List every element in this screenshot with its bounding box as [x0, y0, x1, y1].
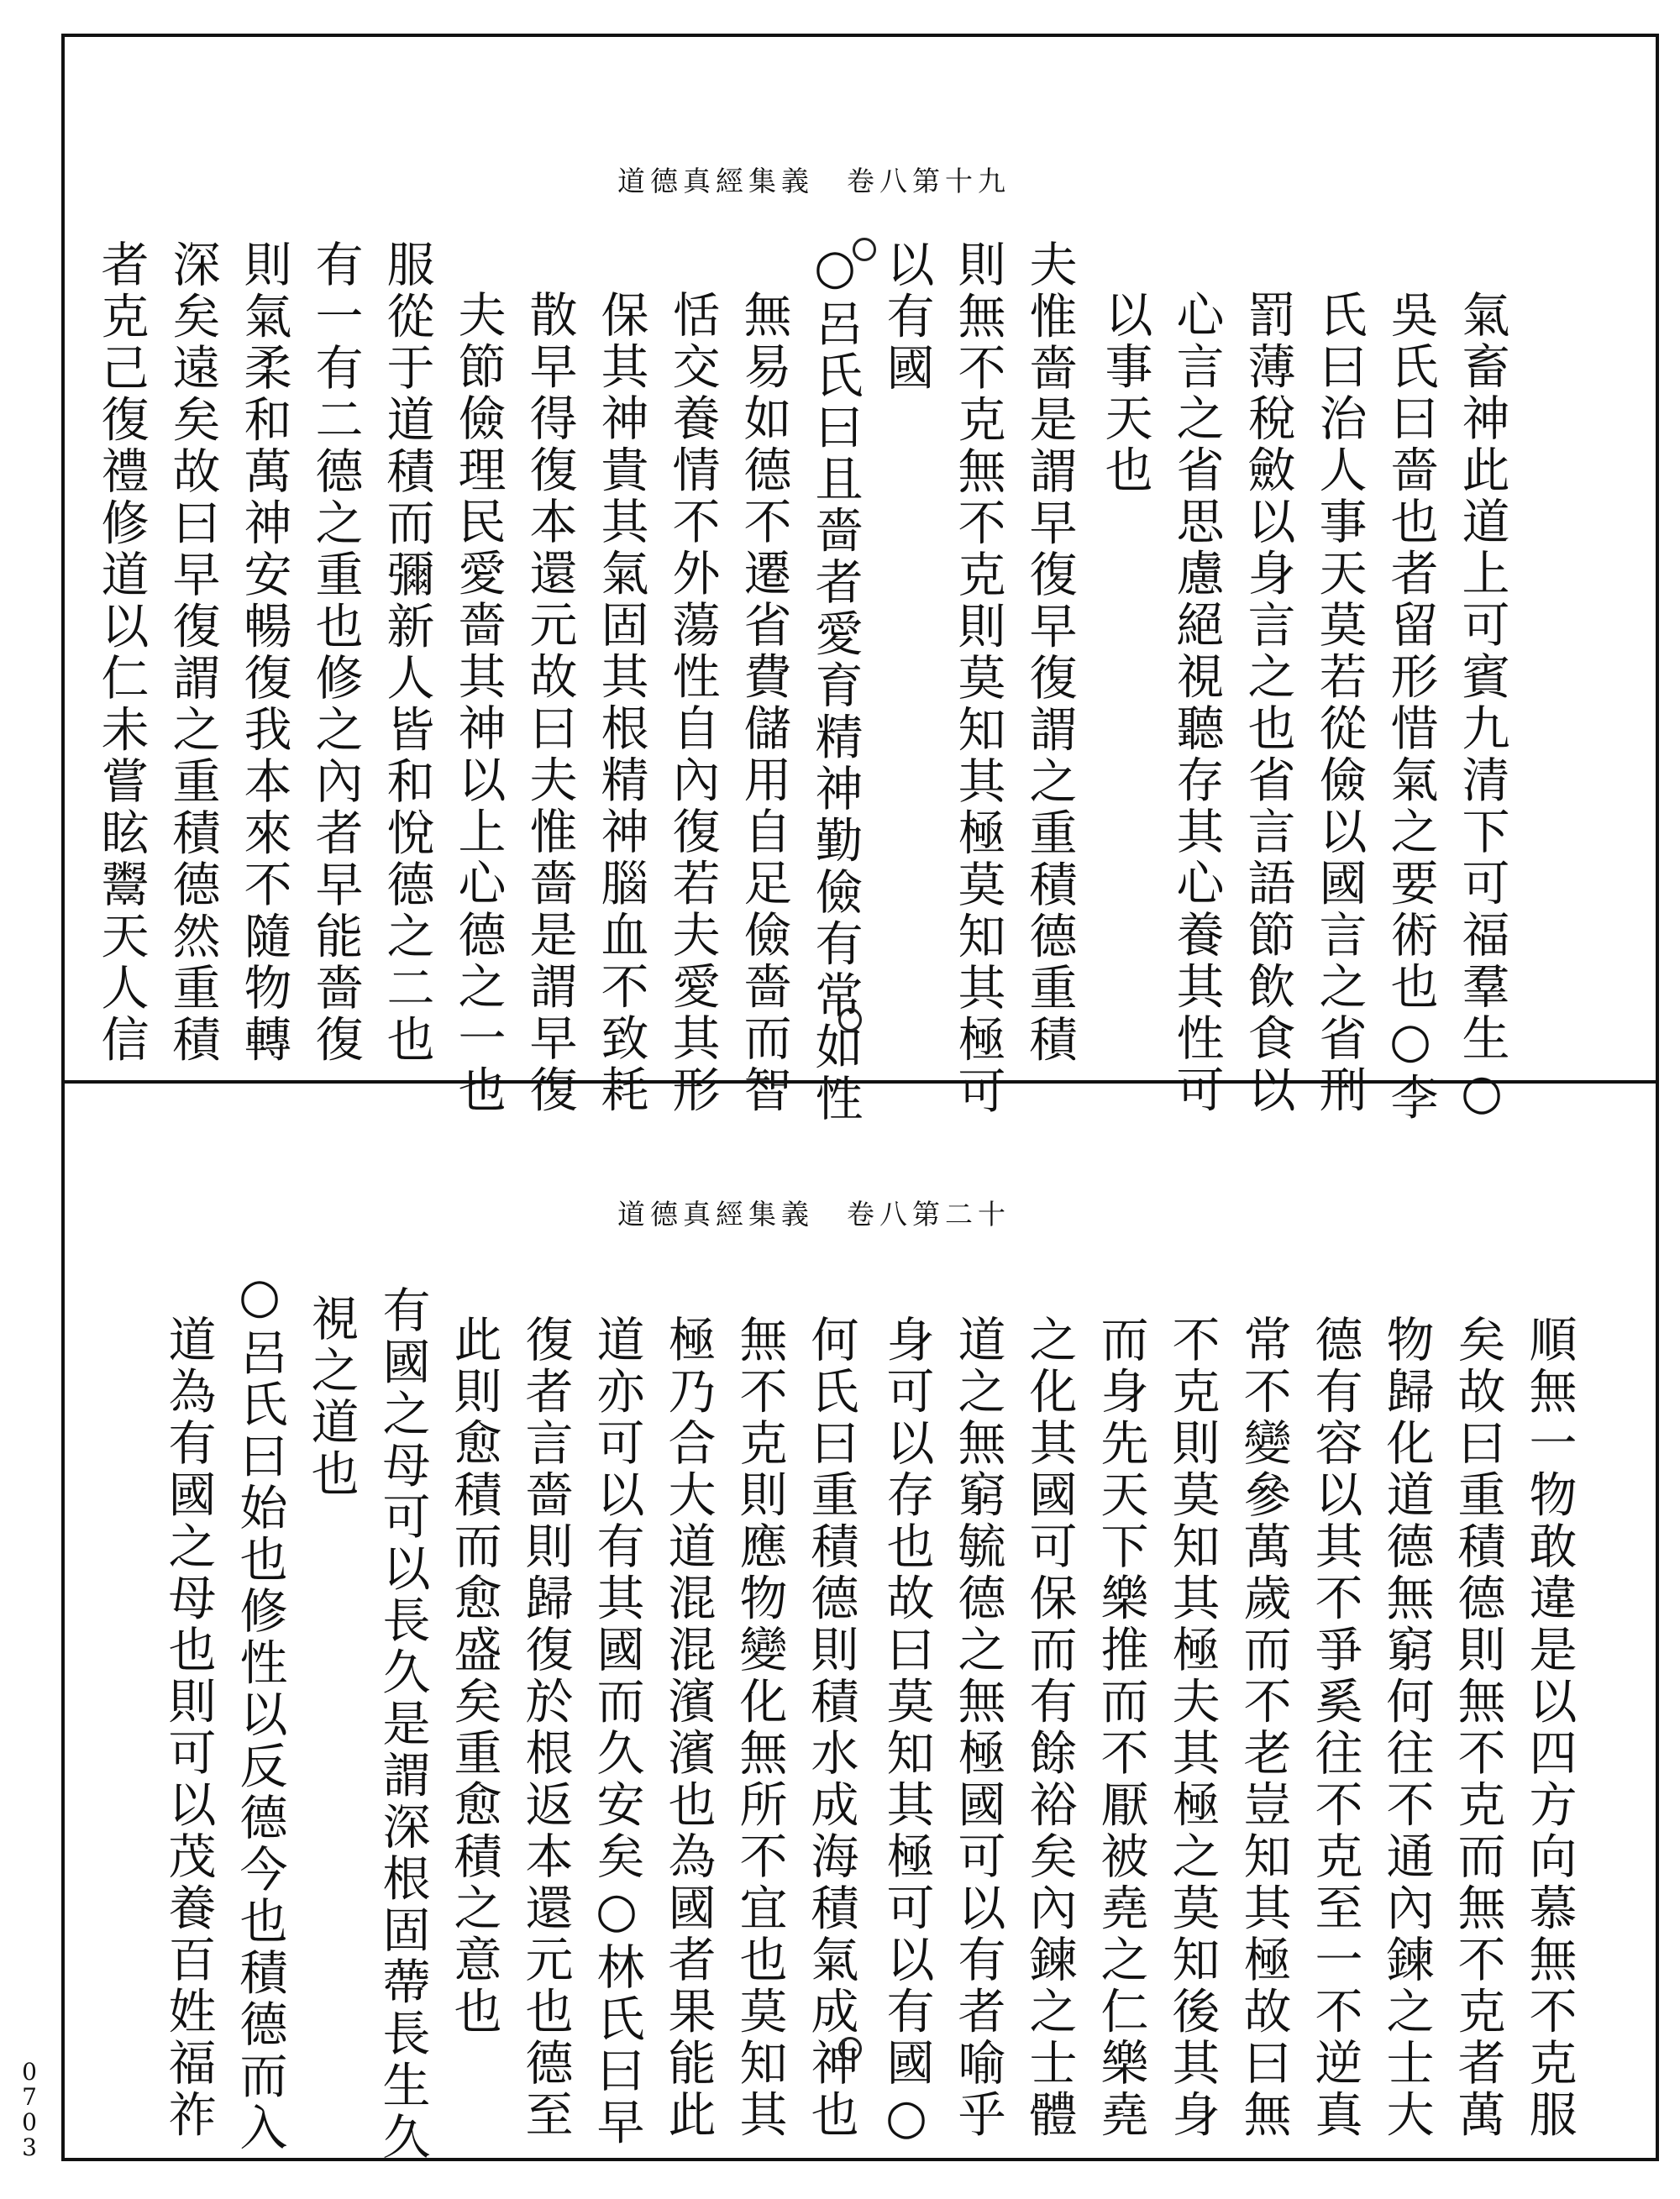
punctuation-circle	[838, 2037, 862, 2060]
top-column-1: 氣畜神此道上可賓九清下可福羣生○	[1454, 290, 1509, 1124]
top-column-17: 有一有二德之重也修之內者早能嗇復	[307, 239, 363, 1066]
top-column-6: 以事天也	[1097, 290, 1152, 496]
bottom-column-6: 不克則莫知其極夫其極之莫知後其身	[1164, 1315, 1220, 2141]
bottom-column-8: 之化其國可保而有餘裕矣內鍊之士體	[1021, 1315, 1077, 2141]
bottom-column-16: 此則愈積而愈盛矣重愈積之意也	[446, 1315, 501, 2038]
top-running-header: 道德真經集義 卷八第十九	[617, 165, 1011, 197]
bottom-column-20: 道為有國之母也則可以茂養百姓福祚	[160, 1315, 216, 2141]
top-column-15: 夫節儉理民愛嗇其神以上心德之一也	[450, 290, 506, 1116]
top-column-3: 氏曰治人事天莫若從儉以國言之省刑	[1311, 290, 1367, 1116]
top-column-14: 散早得復本還元故曰夫惟嗇是謂早復	[522, 290, 577, 1116]
bottom-column-10: 身可以存也故曰莫知其極可以有國○	[879, 1315, 934, 2149]
top-column-2: 吳氏曰嗇也者留形惜氣之要術也○李	[1383, 290, 1438, 1124]
bottom-column-3: 物歸化道德無窮何往不通內鍊之士大	[1378, 1315, 1434, 2141]
top-column-19: 深矣遠矣故曰早復謂之重積德然重積	[165, 239, 220, 1066]
bottom-column-15: 復者言嗇則歸復於根返本還元也德至	[517, 1315, 573, 2141]
top-column-7: 夫惟嗇是謂早復早復謂之重積德重積	[1021, 239, 1077, 1066]
top-column-11: 無易如德不遷省費儲用自足儉嗇而智	[736, 290, 791, 1116]
top-column-8: 則無不克無不克則莫知其極莫知其極可	[950, 239, 1005, 1118]
top-column-20: 者克己復禮修道以仁未嘗眩鬻天人信	[93, 239, 149, 1066]
top-column-12: 恬交養情不外蕩性自內復若夫愛其形	[664, 290, 720, 1116]
top-column-4: 罰薄稅斂以身言之也省言語節飲食以	[1240, 290, 1295, 1116]
bottom-column-17: 有國之母可以長久是謂深根固蔕長生久	[375, 1285, 430, 2164]
bottom-column-13: 極乃合大道混混濱濱也為國者果能此	[660, 1315, 716, 2141]
bottom-column-18: 視之道也	[303, 1294, 359, 1500]
bottom-column-14: 道亦可以有其國而久安矣○林氏曰早	[589, 1315, 644, 2149]
bottom-column-1: 順無一物敢違是以四方向慕無不克服	[1521, 1315, 1577, 2141]
bottom-column-11: 何氏曰重積德則積水成海積氣成神也	[803, 1315, 858, 2141]
bottom-column-12: 無不克則應物變化無所不宜也莫知其	[732, 1315, 787, 2141]
bottom-column-9: 道之無窮毓德之無極國可以有者喻乎	[950, 1315, 1005, 2141]
punctuation-circle	[853, 238, 876, 261]
bottom-column-7: 而身先天下樂推而不厭被堯之仁樂堯	[1093, 1315, 1148, 2141]
top-column-10: ○呂氏曰且嗇者愛育精神勤儉有常如性	[807, 239, 863, 1126]
top-column-5: 心言之省思慮絕視聽存其心養其性可	[1168, 290, 1224, 1116]
top-column-9: 以有國	[879, 239, 934, 395]
bottom-column-4: 德有容以其不爭奚往不克至一不逆真	[1307, 1315, 1362, 2141]
top-column-16: 服從于道積而彌新人皆和悅德之二也	[379, 239, 434, 1066]
top-column-13: 保其神貴其氣固其根精神腦血不致耗	[593, 290, 648, 1116]
bottom-column-19: ○呂氏曰始也修性以反德今也積德而入	[232, 1268, 287, 2154]
bottom-running-header: 道德真經集義 卷八第二十	[617, 1198, 1011, 1231]
bottom-column-5: 常不變參萬歲而不老豈知其極故曰無	[1236, 1315, 1291, 2141]
bottom-column-2: 矣故曰重積德則無不克而無不克者萬	[1450, 1315, 1505, 2141]
page-number: 0703	[22, 2058, 37, 2161]
punctuation-circle	[838, 1008, 862, 1031]
top-column-18: 則氣柔和萬神安暢復我本來不隨物轉	[236, 239, 291, 1066]
